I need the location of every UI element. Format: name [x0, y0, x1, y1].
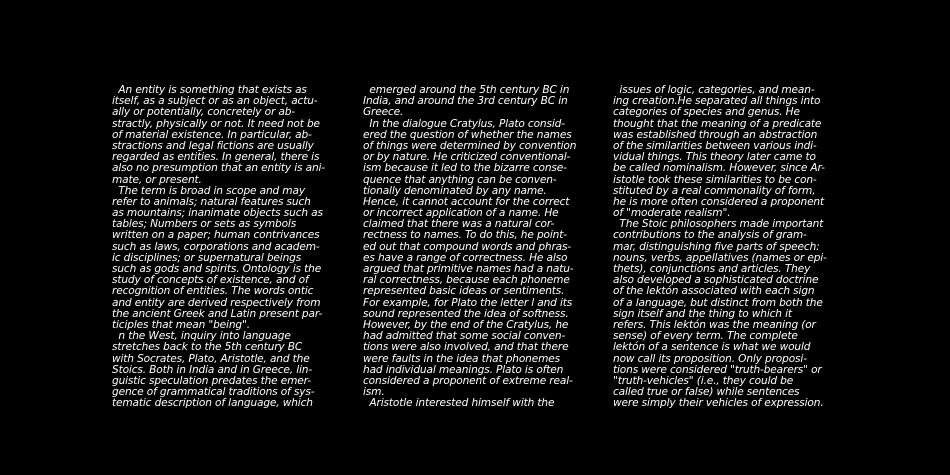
text-line: stretches back to the 5th century BC	[112, 341, 303, 354]
text-line: claimed that there was a natural cor-	[363, 218, 555, 231]
text-line: sign itself and the thing to which it	[613, 307, 792, 320]
text-line: such as laws, corporations and academ-	[112, 240, 320, 253]
text-line: The Stoic philosophers made important	[613, 218, 824, 231]
text-line: rectness to names. To do this, he point-	[363, 229, 567, 242]
text-line: ism.	[363, 386, 385, 399]
text-line: ing creation.He separated all things into	[613, 95, 821, 108]
text-line: also developed a sophisticated doctrine	[613, 274, 819, 287]
text-line: was established through an abstraction	[613, 128, 818, 141]
text-line: stractions and legal fictions are usually	[112, 139, 314, 152]
text-line: stractly, physically or not. It need not be	[112, 117, 320, 130]
text-line: thought that the meaning of a predicate	[613, 117, 822, 130]
text-line: ic disciplines; or supernatural beings	[112, 251, 302, 264]
text-line: of "moderate realism".	[613, 207, 731, 220]
text-line: ism because it led to the bizarre conse-	[363, 162, 567, 175]
text-line: Greece.	[363, 106, 404, 119]
text-line: quence that anything can be conven-	[363, 173, 557, 186]
text-line: had individual meanings. Plato is often	[363, 363, 564, 376]
text-line: Hence, it cannot account for the correct	[363, 195, 570, 208]
text-line: lektón of a sentence is what we would	[613, 341, 811, 354]
text-line: tematic description of language, which	[112, 397, 313, 410]
text-line: he is more often considered a proponent	[613, 195, 825, 208]
text-line: ally or potentially, concretely or ab-	[112, 106, 295, 119]
text-line: The term is broad in scope and may	[112, 184, 305, 197]
text-column-3	[613, 85, 875, 409]
text-line: stituted by a real commonality of form,	[613, 184, 816, 197]
text-line: vidual things. This theory later came to	[613, 151, 816, 164]
text-line: represented basic ideas or sentiments.	[363, 285, 565, 298]
text-line: mar, distinguishing five parts of speech:	[613, 240, 820, 253]
text-line: or incorrect application of a name. He	[363, 207, 559, 220]
text-line: of the similarities between various indi-	[613, 139, 817, 152]
text-line: India, and around the 3rd century BC in	[363, 95, 568, 108]
text-line: of the lektón associated with each sign	[613, 285, 815, 298]
text-line: thets), conjunctions and articles. They	[613, 263, 811, 275]
text-line: of things were determined by convention	[363, 139, 577, 152]
text-line: tions were also involved, and that there	[363, 341, 569, 354]
text-line: issues of logic, categories, and mean-	[613, 84, 815, 96]
text-line: were faults in the idea that phonemes	[363, 352, 561, 365]
text-line: ticiples that mean "being".	[112, 318, 250, 331]
text-line: of material existence. In particular, ab-	[112, 128, 312, 141]
text-line: categories of species and genus. He	[613, 106, 800, 119]
text-line: In the dialogue Cratylus, Plato consid-	[363, 117, 565, 130]
text-line: be called nominalism. However, since Ar-	[613, 162, 825, 175]
text-line: as mountains; inanimate objects such as	[112, 207, 323, 220]
text-line: For example, for Plato the letter l and its	[363, 296, 573, 309]
text-line: called true or false) while sentences	[613, 386, 800, 399]
text-line: argued that primitive names had a natu-	[363, 263, 574, 275]
text-line: of a language, but distinct from both the	[613, 296, 823, 309]
text-line: sense) of every term. The complete	[613, 330, 798, 343]
text-line: tionally denominated by any name.	[363, 184, 547, 197]
text-line: considered a proponent of extreme real-	[363, 374, 573, 387]
text-line: and entity are derived respectively from	[112, 296, 321, 309]
text-line: ered the question of whether the names	[363, 128, 572, 141]
text-line: refers. This lektón was the meaning (or	[613, 318, 816, 331]
text-line: now call its proposition. Only proposi-	[613, 352, 807, 365]
text-line: study of concepts of existence, and of	[112, 274, 309, 287]
text-line: itself, as a subject or as an object, actu-	[112, 95, 318, 108]
text-line: with Socrates, Plato, Aristotle, and the	[112, 352, 310, 365]
text-line: n the West, inquiry into language	[112, 330, 291, 343]
text-line: "truth-vehicles" (i.e., they could be	[613, 374, 794, 387]
text-line: refer to animals; natural features such	[112, 195, 311, 208]
text-line: or by nature. He criticized conventional-	[363, 151, 571, 164]
text-line: the ancient Greek and Latin present par-	[112, 307, 323, 320]
text-line: tions were considered "truth-bearers" or	[613, 363, 822, 376]
text-line: written on a paper; human contrivances	[112, 229, 320, 242]
text-column-1	[112, 85, 374, 409]
text-line: sound represented the idea of softness.	[363, 307, 569, 320]
text-line: Aristotle interested himself with the	[363, 397, 555, 410]
text-line: An entity is something that exists as	[112, 84, 307, 96]
text-line: emerged around the 5th century BC in	[363, 84, 570, 96]
text-line: also no presumption that an entity is ani-	[112, 162, 325, 175]
text-line: However, by the end of the Cratylus, he	[363, 318, 569, 331]
text-line: Stoics. Both in India and in Greece, lin-	[112, 363, 313, 376]
text-line: had admitted that some social conven-	[363, 330, 566, 343]
text-line: regarded as entities. In general, there is	[112, 151, 320, 164]
text-line: were simply their vehicles of expression.	[613, 397, 824, 410]
text-line: mate, or present.	[112, 173, 202, 186]
text-line: ral correctness, because each phoneme	[363, 274, 570, 287]
text-line: tables; Numbers or sets as symbols	[112, 218, 297, 231]
text-column-2	[363, 85, 625, 409]
text-line: gence of grammatical traditions of sys-	[112, 386, 315, 399]
text-line: contributions to the analysis of gram-	[613, 229, 807, 242]
text-line: nouns, verbs, appellatives (names or epi-	[613, 251, 827, 264]
text-line: es have a range of correctness. He also	[363, 251, 568, 264]
text-line: ed out that compound words and phras-	[363, 240, 572, 253]
text-line: recognition of entities. The words ontic	[112, 285, 314, 298]
text-line: such as gods and spirits. Ontology is the	[112, 263, 322, 275]
text-line: istotle took these similarities to be con-	[613, 173, 817, 186]
text-line: guistic speculation predates the emer-	[112, 374, 311, 387]
